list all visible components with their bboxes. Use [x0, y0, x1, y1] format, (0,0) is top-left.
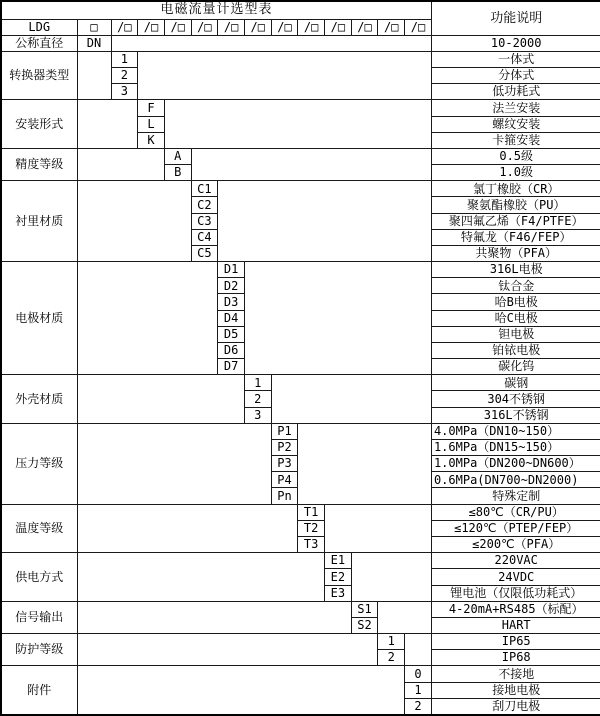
option-code: C3: [191, 213, 218, 229]
option-description: 10-2000: [431, 35, 600, 51]
option-code: D3: [218, 294, 245, 310]
option-description: 分体式: [431, 68, 600, 84]
option-description: 氯丁橡胶（CR）: [431, 181, 600, 197]
option-description: 聚四氟乙烯（F4/PTFE）: [431, 213, 600, 229]
model-slot-placeholder: /□: [111, 19, 138, 35]
spacer-cell: [77, 148, 164, 180]
option-code: A: [164, 148, 191, 164]
table-title: 电磁流量计选型表: [1, 1, 431, 19]
section-row: [1, 504, 600, 520]
model-slot-placeholder: /□: [351, 19, 378, 35]
option-code: 1: [244, 375, 271, 391]
option-description: 卡箍安装: [431, 132, 600, 148]
section-label: 信号输出: [1, 601, 77, 633]
option-code: 2: [378, 650, 405, 666]
model-slot-placeholder: /□: [164, 19, 191, 35]
spacer-cell: [77, 634, 378, 666]
option-code: D6: [218, 342, 245, 358]
option-code: S2: [351, 617, 378, 633]
option-description: 锂电池（仅限低功耗式）: [431, 585, 600, 601]
option-code: C1: [191, 181, 218, 197]
section-row: [1, 148, 600, 164]
option-description: 碳化钨: [431, 359, 600, 375]
option-description: HART: [431, 617, 600, 633]
option-code: B: [164, 165, 191, 181]
spacer-cell: [77, 666, 405, 715]
spacer-cell: [77, 504, 298, 553]
model-slot-placeholder: /□: [325, 19, 352, 35]
section-label: 温度等级: [1, 504, 77, 553]
option-code: P1: [271, 423, 298, 439]
title-row: [1, 1, 600, 19]
option-description: 低功耗式: [431, 84, 600, 100]
model-slot-placeholder: /□: [191, 19, 218, 35]
option-code: T1: [298, 504, 325, 520]
option-description: 1.6MPa（DN15~150）: [431, 439, 600, 455]
option-code: Pn: [271, 488, 298, 504]
section-row: [1, 666, 600, 682]
option-description: 4-20mA+RS485（标配）: [431, 601, 600, 617]
option-description: 共聚物（PFA）: [431, 245, 600, 261]
model-code: LDG: [1, 19, 77, 35]
option-description: 220VAC: [431, 553, 600, 569]
option-code: K: [138, 132, 165, 148]
option-description: ≤80℃（CR/PU）: [431, 504, 600, 520]
option-description: 铂铱电极: [431, 342, 600, 358]
spacer-cell: [271, 375, 431, 424]
model-slot-placeholder: /□: [378, 19, 405, 35]
section-row: [1, 601, 600, 617]
model-slot-placeholder: /□: [405, 19, 432, 35]
option-description: 特殊定制: [431, 488, 600, 504]
option-description: 刮刀电极: [431, 698, 600, 715]
option-code: D5: [218, 326, 245, 342]
option-description: 螺纹安装: [431, 116, 600, 132]
option-code: P4: [271, 472, 298, 488]
option-description: 4.0MPa（DN10~150）: [431, 423, 600, 439]
option-code: E2: [325, 569, 352, 585]
spacer-cell: [325, 504, 432, 553]
option-code: 1: [405, 682, 432, 698]
option-description: 哈C电极: [431, 310, 600, 326]
option-code: F: [138, 100, 165, 116]
model-slot-placeholder: /□: [218, 19, 245, 35]
option-description: 316L电极: [431, 262, 600, 278]
section-row: [1, 375, 600, 391]
section-row: [1, 181, 600, 197]
model-slot-placeholder: /□: [298, 19, 325, 35]
spacer-cell: [298, 423, 432, 504]
option-description: 0.6MPa(DN700~DN2000): [431, 472, 600, 488]
spacer-cell: [138, 51, 432, 100]
section-label: 公称直径: [1, 35, 77, 51]
option-description: 不接地: [431, 666, 600, 682]
option-code: 2: [244, 391, 271, 407]
option-description: 1.0MPa（DN200~DN600）: [431, 456, 600, 472]
spacer-cell: [77, 553, 325, 602]
option-code: 1: [378, 634, 405, 650]
option-description: ≤120℃（PTEP/FEP）: [431, 520, 600, 536]
section-label: 供电方式: [1, 553, 77, 602]
spacer-cell: [77, 181, 191, 262]
section-label: 附件: [1, 666, 77, 715]
option-code: 0: [405, 666, 432, 682]
section-row: [1, 51, 600, 67]
section-row: [1, 423, 600, 439]
spacer-cell: [378, 601, 432, 633]
option-description: 聚氨酯橡胶（PU）: [431, 197, 600, 213]
option-description: ≤200℃（PFA）: [431, 537, 600, 553]
spacer-cell: [77, 100, 138, 149]
spacer-cell: [77, 423, 271, 504]
option-code: C4: [191, 229, 218, 245]
spacer-cell: [77, 375, 244, 424]
option-description: 碳钢: [431, 375, 600, 391]
spacer-cell: [77, 262, 218, 375]
spacer-cell: [218, 181, 432, 262]
option-description: 法兰安装: [431, 100, 600, 116]
section-row: [1, 262, 600, 278]
model-slot-placeholder: /□: [138, 19, 165, 35]
section-label: 防护等级: [1, 634, 77, 666]
spacer-cell: [77, 51, 111, 100]
option-code: 3: [244, 407, 271, 423]
option-description: 钽电极: [431, 326, 600, 342]
option-code: T2: [298, 520, 325, 536]
option-code: S1: [351, 601, 378, 617]
option-code: 3: [111, 84, 138, 100]
spacer-cell: [77, 601, 351, 633]
option-code: 2: [405, 698, 432, 715]
option-code: D4: [218, 310, 245, 326]
section-label: 衬里材质: [1, 181, 77, 262]
section-label: 电极材质: [1, 262, 77, 375]
option-description: IP68: [431, 650, 600, 666]
option-description: 接地电极: [431, 682, 600, 698]
option-code: L: [138, 116, 165, 132]
option-code: 2: [111, 68, 138, 84]
spacer-cell: [191, 148, 431, 180]
option-description: 哈B电极: [431, 294, 600, 310]
option-description: 304不锈钢: [431, 391, 600, 407]
option-description: 钛合金: [431, 278, 600, 294]
option-description: 1.0级: [431, 165, 600, 181]
function-column-header: 功能说明: [431, 1, 600, 35]
option-code: D7: [218, 359, 245, 375]
section-row: [1, 634, 600, 650]
model-slot-placeholder: /□: [271, 19, 298, 35]
spacer-cell: [405, 634, 432, 666]
option-description: 特氟龙（F46/FEP）: [431, 229, 600, 245]
option-code: E1: [325, 553, 352, 569]
option-description: 316L不锈钢: [431, 407, 600, 423]
section-row: [1, 553, 600, 569]
model-slot-placeholder: /□: [244, 19, 271, 35]
option-code: C5: [191, 245, 218, 261]
option-code: C2: [191, 197, 218, 213]
option-code: P3: [271, 456, 298, 472]
option-description: 一体式: [431, 51, 600, 67]
option-code: T3: [298, 537, 325, 553]
spacer-cell: [244, 262, 431, 375]
section-label: 压力等级: [1, 423, 77, 504]
option-code: P2: [271, 439, 298, 455]
section-row: [1, 35, 600, 51]
option-code: DN: [77, 35, 111, 51]
option-code: E3: [325, 585, 352, 601]
option-code: D1: [218, 262, 245, 278]
option-description: 0.5级: [431, 148, 600, 164]
spacer-cell: [351, 553, 431, 602]
option-description: IP65: [431, 634, 600, 650]
section-label: 转换器类型: [1, 51, 77, 100]
spacer-cell: [164, 100, 431, 149]
option-description: 24VDC: [431, 569, 600, 585]
section-row: [1, 100, 600, 116]
option-code: D2: [218, 278, 245, 294]
option-code: 1: [111, 51, 138, 67]
model-box-placeholder: □: [77, 19, 111, 35]
section-label: 精度等级: [1, 148, 77, 180]
spacer-cell: [111, 35, 431, 51]
section-label: 外壳材质: [1, 375, 77, 424]
section-label: 安装形式: [1, 100, 77, 149]
